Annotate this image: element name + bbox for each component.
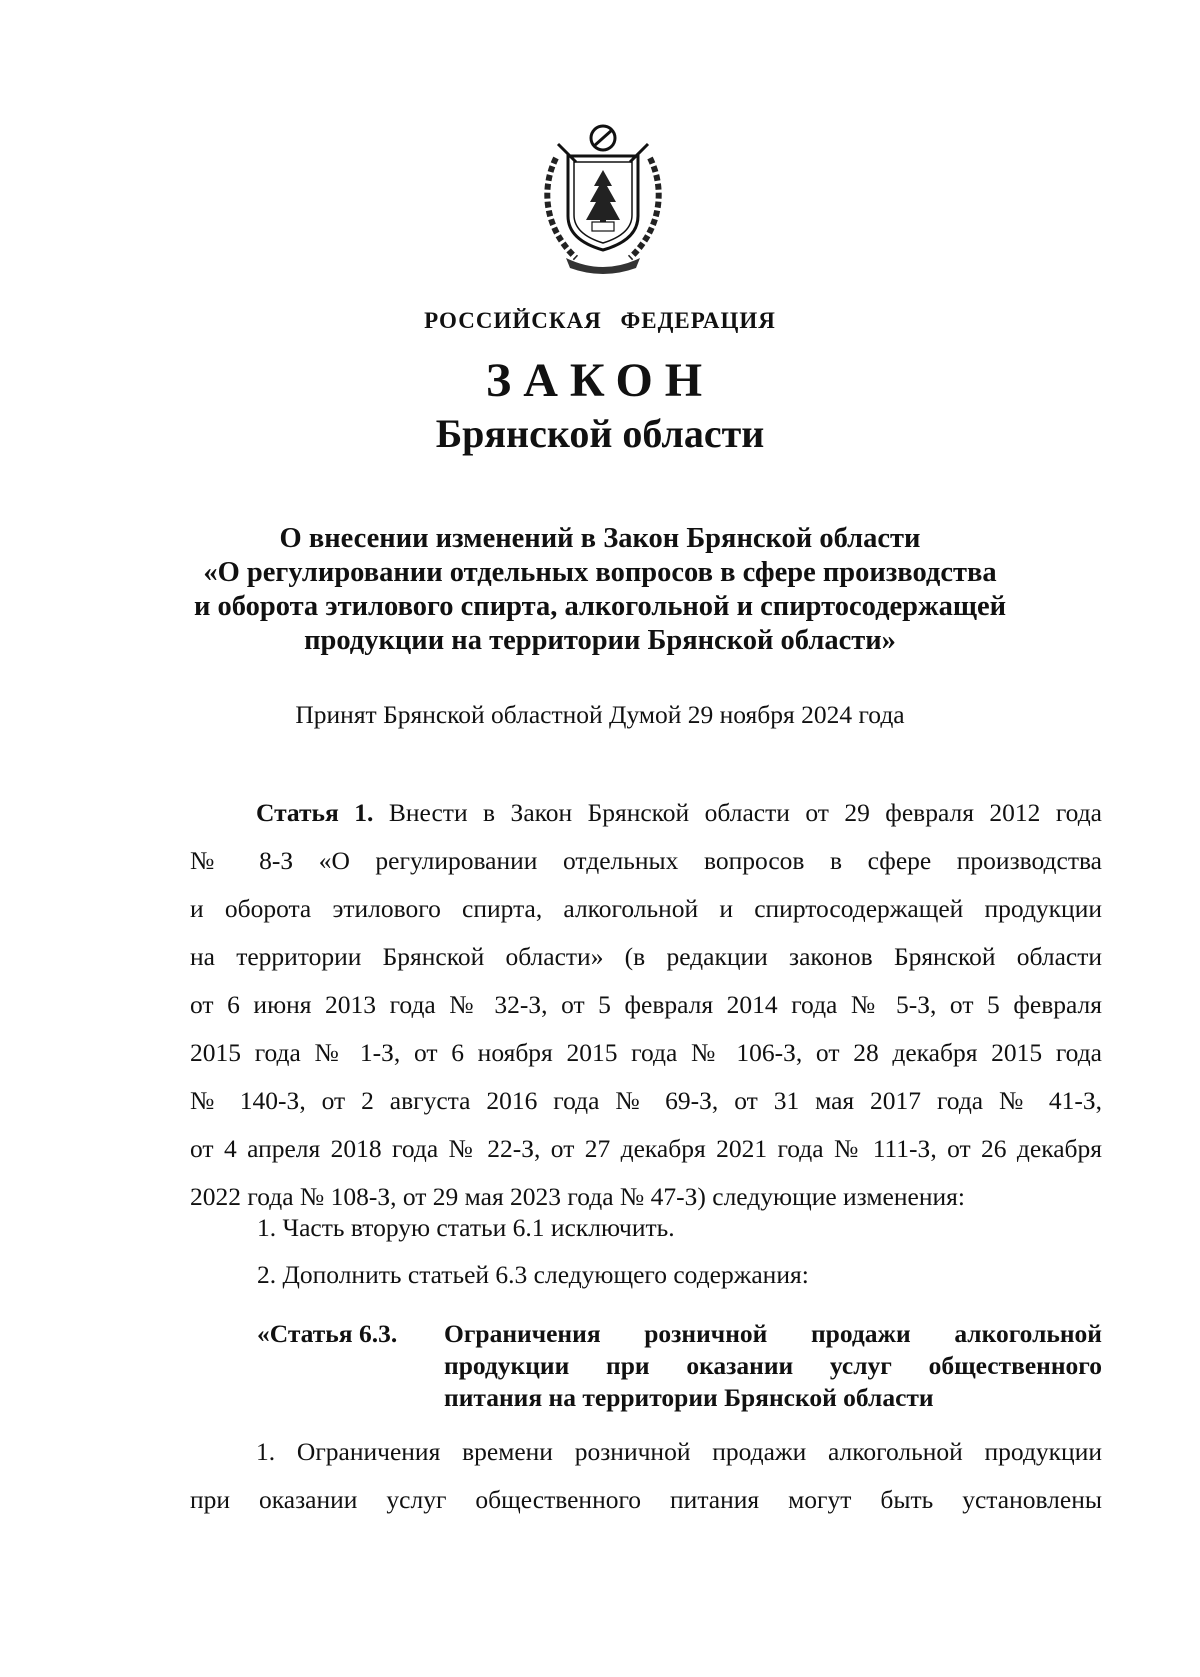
article-6-3-title-line: Ограничения розничной продажи алкогольной (444, 1319, 1102, 1348)
paragraph-line: 2015 года № 1-З, от 6 ноября 2015 года № 106-З, от 28 декабря 2015 года (190, 1038, 1102, 1067)
adoption-line: Принят Брянской областной Думой 29 ноября 2024 года (295, 700, 905, 729)
amendment-item-2: 2. Дополнить статьей 6.3 следующего содержания: (257, 1260, 809, 1289)
law-title-line: «О регулировании отдельных вопросов в сфере производства (203, 557, 997, 588)
paragraph-line-text: 1. Ограничения времени розничной продажи алкогольной продукции (256, 1437, 1102, 1466)
paragraph-line: 2022 года № 108-З, от 29 мая 2023 года № 47-З) следующие изменения: (190, 1182, 965, 1211)
article-6-3-title (444, 1318, 1102, 1414)
paragraph-line: от 4 апреля 2018 года № 22-З, от 27 декабря 2021 года № 111-З, от 26 декабря (190, 1134, 1102, 1163)
country-heading: РОССИЙСКАЯ ФЕДЕРАЦИЯ (424, 308, 776, 333)
article-6-3-title-line: питания на территории Брянской области (444, 1383, 934, 1412)
paragraph-line: от 6 июня 2013 года № 32-З, от 5 февраля 2014 года № 5-З, от 5 февраля (190, 990, 1102, 1019)
law-title-line: и оборота этилового спирта, алкогольной и спиртосодержащей (193, 591, 1007, 622)
article-1-paragraph (190, 789, 1102, 1221)
paragraph-line: на территории Брянской области» (в редакции законов Брянской области (190, 942, 1102, 971)
paragraph-line: при оказании услуг общественного питания могут быть установлены (190, 1485, 1102, 1514)
paragraph-line: № 140-З, от 2 августа 2016 года № 69-З, от 31 мая 2017 года № 41-З, (190, 1086, 1102, 1115)
amendment-item-1: 1. Часть вторую статьи 6.1 исключить. (257, 1213, 675, 1242)
coat-of-arms-emblem (536, 118, 670, 274)
paragraph-line: № 8-З «О регулировании отдельных вопросов в сфере производства (190, 846, 1102, 875)
law-title-line: О внесении изменений в Закон Брянской области (279, 523, 921, 554)
paragraph-line-text: Внести в Закон Брянской области от 29 февраля 2012 года (388, 798, 1102, 827)
law-title (0, 522, 1200, 658)
law-title-line: продукции на территории Брянской области» (304, 625, 896, 656)
article-6-3-title-line: продукции при оказании услуг общественного (444, 1351, 1102, 1380)
article-6-3-paragraph (190, 1428, 1102, 1524)
paragraph-line: и оборота этилового спирта, алкогольной и спиртосодержащей продукции (190, 894, 1102, 923)
region-heading: Брянской области (435, 411, 765, 456)
article-6-3-label: «Статья 6.3. (257, 1319, 398, 1348)
document-type-heading: ЗАКОН (485, 354, 715, 407)
article-1-label: Статья 1. (256, 798, 374, 827)
paragraph-line (190, 1428, 1102, 1476)
paragraph-line (190, 789, 1102, 837)
